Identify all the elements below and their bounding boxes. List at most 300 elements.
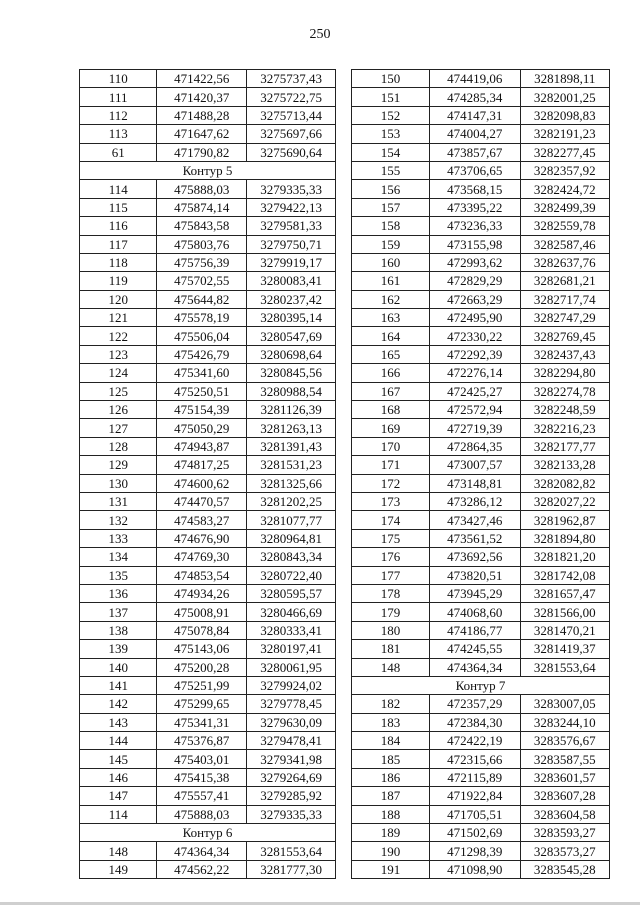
y-coordinate-cell: 3282248,59 (520, 401, 609, 419)
table-row (80, 382, 336, 400)
point-number-cell: 156 (352, 180, 430, 198)
x-coordinate-cell: 472422,19 (430, 732, 521, 750)
y-coordinate-cell: 3281077,77 (247, 511, 336, 529)
y-coordinate-cell: 3282717,74 (520, 290, 609, 308)
x-coordinate-cell: 474147,31 (430, 106, 521, 124)
y-coordinate-cell: 3283604,58 (520, 805, 609, 823)
y-coordinate-cell: 3281962,87 (520, 511, 609, 529)
table-row (80, 309, 336, 327)
point-number-cell: 178 (352, 584, 430, 602)
point-number-cell: 128 (80, 437, 157, 455)
point-number-cell: 166 (352, 364, 430, 382)
y-coordinate-cell: 3281263,13 (247, 419, 336, 437)
point-number-cell: 111 (80, 88, 157, 106)
y-coordinate-cell: 3279335,33 (247, 180, 336, 198)
x-coordinate-cell: 473568,15 (430, 180, 521, 198)
point-number-cell: 127 (80, 419, 157, 437)
table-row (80, 235, 336, 253)
x-coordinate-cell: 475251,99 (157, 676, 247, 694)
y-coordinate-cell: 3280843,34 (247, 548, 336, 566)
table-row (80, 437, 336, 455)
y-coordinate-cell: 3283607,28 (520, 787, 609, 805)
x-coordinate-cell: 475376,87 (157, 732, 247, 750)
table-row (352, 713, 610, 731)
table-row (352, 70, 610, 88)
x-coordinate-cell: 471647,62 (157, 125, 247, 143)
point-number-cell: 145 (80, 750, 157, 768)
x-coordinate-cell: 475403,01 (157, 750, 247, 768)
point-number-cell: 182 (352, 695, 430, 713)
y-coordinate-cell: 3280595,57 (247, 584, 336, 602)
point-number-cell: 146 (80, 768, 157, 786)
table-row (352, 198, 610, 216)
x-coordinate-cell: 475341,60 (157, 364, 247, 382)
point-number-cell: 172 (352, 474, 430, 492)
point-number-cell: 110 (80, 70, 157, 88)
x-coordinate-cell: 474285,34 (430, 88, 521, 106)
y-coordinate-cell: 3280698,64 (247, 345, 336, 363)
x-coordinate-cell: 473395,22 (430, 198, 521, 216)
y-coordinate-cell: 3282191,23 (520, 125, 609, 143)
point-number-cell: 185 (352, 750, 430, 768)
point-number-cell: 119 (80, 272, 157, 290)
x-coordinate-cell: 472495,90 (430, 309, 521, 327)
point-number-cell: 173 (352, 492, 430, 510)
point-number-cell: 184 (352, 732, 430, 750)
table-row (352, 805, 610, 823)
contour-header-row (352, 676, 610, 694)
y-coordinate-cell: 3281742,08 (520, 566, 609, 584)
y-coordinate-cell: 3280083,41 (247, 272, 336, 290)
x-coordinate-cell: 471502,69 (430, 824, 521, 842)
x-coordinate-cell: 473945,29 (430, 584, 521, 602)
y-coordinate-cell: 3279750,71 (247, 235, 336, 253)
x-coordinate-cell: 474676,90 (157, 529, 247, 547)
point-number-cell: 175 (352, 529, 430, 547)
x-coordinate-cell: 475143,06 (157, 640, 247, 658)
table-row (80, 640, 336, 658)
x-coordinate-cell: 474934,26 (157, 584, 247, 602)
table-row (352, 309, 610, 327)
y-coordinate-cell: 3282499,39 (520, 198, 609, 216)
x-coordinate-cell: 473706,65 (430, 161, 521, 179)
y-coordinate-cell: 3281553,64 (247, 842, 336, 860)
x-coordinate-cell: 475888,03 (157, 180, 247, 198)
y-coordinate-cell: 3279422,13 (247, 198, 336, 216)
table-row (80, 345, 336, 363)
table-row (352, 566, 610, 584)
y-coordinate-cell: 3279778,45 (247, 695, 336, 713)
x-coordinate-cell: 473692,56 (430, 548, 521, 566)
table-row (80, 492, 336, 510)
point-number-cell: 189 (352, 824, 430, 842)
table-row (352, 621, 610, 639)
point-number-cell: 115 (80, 198, 157, 216)
y-coordinate-cell: 3280466,69 (247, 603, 336, 621)
table-row (352, 658, 610, 676)
y-coordinate-cell: 3281777,30 (247, 860, 336, 878)
y-coordinate-cell: 3280845,56 (247, 364, 336, 382)
x-coordinate-cell: 474470,57 (157, 492, 247, 510)
point-number-cell: 61 (80, 143, 157, 161)
x-coordinate-cell: 472276,14 (430, 364, 521, 382)
point-number-cell: 114 (80, 805, 157, 823)
point-number-cell: 188 (352, 805, 430, 823)
y-coordinate-cell: 3282559,78 (520, 217, 609, 235)
y-coordinate-cell: 3282747,29 (520, 309, 609, 327)
y-coordinate-cell: 3282681,21 (520, 272, 609, 290)
table-row (352, 106, 610, 124)
y-coordinate-cell: 3280197,41 (247, 640, 336, 658)
point-number-cell: 132 (80, 511, 157, 529)
table-row (352, 382, 610, 400)
y-coordinate-cell: 3282587,46 (520, 235, 609, 253)
x-coordinate-cell: 475008,91 (157, 603, 247, 621)
table-row (80, 88, 336, 106)
y-coordinate-cell: 3283593,27 (520, 824, 609, 842)
coordinates-table-left (79, 69, 336, 879)
y-coordinate-cell: 3280988,54 (247, 382, 336, 400)
y-coordinate-cell: 3282001,25 (520, 88, 609, 106)
table-row (352, 768, 610, 786)
table-row (80, 217, 336, 235)
x-coordinate-cell: 472572,94 (430, 401, 521, 419)
y-coordinate-cell: 3282098,83 (520, 106, 609, 124)
point-number-cell: 129 (80, 456, 157, 474)
point-number-cell: 140 (80, 658, 157, 676)
point-number-cell: 148 (80, 842, 157, 860)
x-coordinate-cell: 473820,51 (430, 566, 521, 584)
y-coordinate-cell: 3280333,41 (247, 621, 336, 639)
table-row (352, 584, 610, 602)
y-coordinate-cell: 3282357,92 (520, 161, 609, 179)
y-coordinate-cell: 3281325,66 (247, 474, 336, 492)
point-number-cell: 177 (352, 566, 430, 584)
point-number-cell: 164 (352, 327, 430, 345)
y-coordinate-cell: 3279919,17 (247, 253, 336, 271)
y-coordinate-cell: 3275697,66 (247, 125, 336, 143)
table-row (352, 161, 610, 179)
x-coordinate-cell: 473148,81 (430, 474, 521, 492)
point-number-cell: 176 (352, 548, 430, 566)
contour-header-row (80, 824, 336, 842)
y-coordinate-cell: 3280722,40 (247, 566, 336, 584)
point-number-cell: 141 (80, 676, 157, 694)
y-coordinate-cell: 3281126,39 (247, 401, 336, 419)
y-coordinate-cell: 3279581,33 (247, 217, 336, 235)
point-number-cell: 149 (80, 860, 157, 878)
table-row (80, 658, 336, 676)
table-row (80, 787, 336, 805)
point-number-cell: 154 (352, 143, 430, 161)
x-coordinate-cell: 471420,37 (157, 88, 247, 106)
point-number-cell: 155 (352, 161, 430, 179)
y-coordinate-cell: 3282082,82 (520, 474, 609, 492)
y-coordinate-cell: 3279264,69 (247, 768, 336, 786)
table-row (352, 217, 610, 235)
point-number-cell: 137 (80, 603, 157, 621)
x-coordinate-cell: 474004,27 (430, 125, 521, 143)
table-row (352, 787, 610, 805)
x-coordinate-cell: 475050,29 (157, 419, 247, 437)
point-number-cell: 147 (80, 787, 157, 805)
y-coordinate-cell: 3282177,77 (520, 437, 609, 455)
y-coordinate-cell: 3280964,81 (247, 529, 336, 547)
table-row (352, 143, 610, 161)
table-row (80, 327, 336, 345)
x-coordinate-cell: 472315,66 (430, 750, 521, 768)
x-coordinate-cell: 473155,98 (430, 235, 521, 253)
y-coordinate-cell: 3275713,44 (247, 106, 336, 124)
point-number-cell: 171 (352, 456, 430, 474)
table-row (80, 842, 336, 860)
x-coordinate-cell: 475341,31 (157, 713, 247, 731)
table-row (80, 768, 336, 786)
table-row (352, 860, 610, 878)
point-number-cell: 139 (80, 640, 157, 658)
x-coordinate-cell: 474562,22 (157, 860, 247, 878)
table-row (80, 125, 336, 143)
x-coordinate-cell: 474419,06 (430, 70, 521, 88)
x-coordinate-cell: 471705,51 (430, 805, 521, 823)
y-coordinate-cell: 3283587,55 (520, 750, 609, 768)
table-row (80, 548, 336, 566)
table-row (352, 345, 610, 363)
table-row (80, 695, 336, 713)
table-row (80, 198, 336, 216)
y-coordinate-cell: 3283007,05 (520, 695, 609, 713)
point-number-cell: 125 (80, 382, 157, 400)
table-row (80, 713, 336, 731)
x-coordinate-cell: 472292,39 (430, 345, 521, 363)
table-row (352, 492, 610, 510)
point-number-cell: 123 (80, 345, 157, 363)
point-number-cell: 187 (352, 787, 430, 805)
point-number-cell: 113 (80, 125, 157, 143)
point-number-cell: 190 (352, 842, 430, 860)
y-coordinate-cell: 3281657,47 (520, 584, 609, 602)
point-number-cell: 160 (352, 253, 430, 271)
point-number-cell: 118 (80, 253, 157, 271)
point-number-cell: 167 (352, 382, 430, 400)
table-row (352, 511, 610, 529)
y-coordinate-cell: 3282216,23 (520, 419, 609, 437)
contour-label: Контур 6 (80, 824, 336, 842)
x-coordinate-cell: 475250,51 (157, 382, 247, 400)
y-coordinate-cell: 3280237,42 (247, 290, 336, 308)
y-coordinate-cell: 3280547,69 (247, 327, 336, 345)
x-coordinate-cell: 472330,22 (430, 327, 521, 345)
y-coordinate-cell: 3279630,09 (247, 713, 336, 731)
y-coordinate-cell: 3281470,21 (520, 621, 609, 639)
table-row (352, 290, 610, 308)
table-row (80, 676, 336, 694)
table-row (80, 419, 336, 437)
point-number-cell: 124 (80, 364, 157, 382)
x-coordinate-cell: 471790,82 (157, 143, 247, 161)
y-coordinate-cell: 3275737,43 (247, 70, 336, 88)
y-coordinate-cell: 3282277,45 (520, 143, 609, 161)
contour-header-row (80, 161, 336, 179)
table-row (352, 474, 610, 492)
point-number-cell: 133 (80, 529, 157, 547)
point-number-cell: 170 (352, 437, 430, 455)
x-coordinate-cell: 471488,28 (157, 106, 247, 124)
point-number-cell: 158 (352, 217, 430, 235)
point-number-cell: 148 (352, 658, 430, 676)
y-coordinate-cell: 3281391,43 (247, 437, 336, 455)
x-coordinate-cell: 473007,57 (430, 456, 521, 474)
x-coordinate-cell: 472829,29 (430, 272, 521, 290)
x-coordinate-cell: 475506,04 (157, 327, 247, 345)
table-row (80, 364, 336, 382)
table-row (80, 621, 336, 639)
table-row (352, 437, 610, 455)
x-coordinate-cell: 475644,82 (157, 290, 247, 308)
x-coordinate-cell: 471922,84 (430, 787, 521, 805)
x-coordinate-cell: 475426,79 (157, 345, 247, 363)
x-coordinate-cell: 475154,39 (157, 401, 247, 419)
x-coordinate-cell: 475803,76 (157, 235, 247, 253)
point-number-cell: 114 (80, 180, 157, 198)
x-coordinate-cell: 474943,87 (157, 437, 247, 455)
table-row (352, 364, 610, 382)
point-number-cell: 120 (80, 290, 157, 308)
y-coordinate-cell: 3279924,02 (247, 676, 336, 694)
table-row (352, 732, 610, 750)
table-row (352, 327, 610, 345)
x-coordinate-cell: 475415,38 (157, 768, 247, 786)
y-coordinate-cell: 3282437,43 (520, 345, 609, 363)
x-coordinate-cell: 472357,29 (430, 695, 521, 713)
x-coordinate-cell: 474068,60 (430, 603, 521, 621)
y-coordinate-cell: 3275690,64 (247, 143, 336, 161)
x-coordinate-cell: 471298,39 (430, 842, 521, 860)
table-row (80, 272, 336, 290)
y-coordinate-cell: 3279341,98 (247, 750, 336, 768)
point-number-cell: 144 (80, 732, 157, 750)
x-coordinate-cell: 475888,03 (157, 805, 247, 823)
table-row (352, 401, 610, 419)
table-row (352, 529, 610, 547)
point-number-cell: 135 (80, 566, 157, 584)
point-number-cell: 169 (352, 419, 430, 437)
x-coordinate-cell: 471422,56 (157, 70, 247, 88)
x-coordinate-cell: 474583,27 (157, 511, 247, 529)
x-coordinate-cell: 475843,58 (157, 217, 247, 235)
point-number-cell: 121 (80, 309, 157, 327)
x-coordinate-cell: 475557,41 (157, 787, 247, 805)
point-number-cell: 134 (80, 548, 157, 566)
y-coordinate-cell: 3279335,33 (247, 805, 336, 823)
table-row (352, 750, 610, 768)
point-number-cell: 180 (352, 621, 430, 639)
table-row (352, 272, 610, 290)
table-row (80, 805, 336, 823)
table-row (80, 566, 336, 584)
x-coordinate-cell: 472993,62 (430, 253, 521, 271)
x-coordinate-cell: 472663,29 (430, 290, 521, 308)
y-coordinate-cell: 3279478,41 (247, 732, 336, 750)
point-number-cell: 153 (352, 125, 430, 143)
table-row (80, 603, 336, 621)
x-coordinate-cell: 473236,33 (430, 217, 521, 235)
x-coordinate-cell: 475200,28 (157, 658, 247, 676)
x-coordinate-cell: 474186,77 (430, 621, 521, 639)
table-row (80, 511, 336, 529)
x-coordinate-cell: 472384,30 (430, 713, 521, 731)
point-number-cell: 168 (352, 401, 430, 419)
y-coordinate-cell: 3283244,10 (520, 713, 609, 731)
y-coordinate-cell: 3280061,95 (247, 658, 336, 676)
table-row (352, 253, 610, 271)
point-number-cell: 157 (352, 198, 430, 216)
x-coordinate-cell: 474600,62 (157, 474, 247, 492)
point-number-cell: 152 (352, 106, 430, 124)
y-coordinate-cell: 3281821,20 (520, 548, 609, 566)
y-coordinate-cell: 3282769,45 (520, 327, 609, 345)
table-row (80, 529, 336, 547)
point-number-cell: 142 (80, 695, 157, 713)
x-coordinate-cell: 474364,34 (430, 658, 521, 676)
point-number-cell: 138 (80, 621, 157, 639)
y-coordinate-cell: 3282027,22 (520, 492, 609, 510)
point-number-cell: 165 (352, 345, 430, 363)
x-coordinate-cell: 475078,84 (157, 621, 247, 639)
y-coordinate-cell: 3282133,28 (520, 456, 609, 474)
point-number-cell: 174 (352, 511, 430, 529)
table-row (352, 180, 610, 198)
x-coordinate-cell: 474245,55 (430, 640, 521, 658)
contour-label: Контур 7 (352, 676, 610, 694)
y-coordinate-cell: 3282294,80 (520, 364, 609, 382)
y-coordinate-cell: 3279285,92 (247, 787, 336, 805)
table-row (352, 824, 610, 842)
x-coordinate-cell: 475874,14 (157, 198, 247, 216)
x-coordinate-cell: 475299,65 (157, 695, 247, 713)
x-coordinate-cell: 474853,54 (157, 566, 247, 584)
table-row (352, 419, 610, 437)
table-row (80, 584, 336, 602)
contour-label: Контур 5 (80, 161, 336, 179)
table-row (80, 456, 336, 474)
x-coordinate-cell: 472425,27 (430, 382, 521, 400)
point-number-cell: 186 (352, 768, 430, 786)
y-coordinate-cell: 3281553,64 (520, 658, 609, 676)
point-number-cell: 136 (80, 584, 157, 602)
table-row (80, 401, 336, 419)
y-coordinate-cell: 3282424,72 (520, 180, 609, 198)
point-number-cell: 143 (80, 713, 157, 731)
table-row (352, 842, 610, 860)
table-row (352, 695, 610, 713)
point-number-cell: 117 (80, 235, 157, 253)
table-row (352, 456, 610, 474)
x-coordinate-cell: 473427,46 (430, 511, 521, 529)
table-row (352, 640, 610, 658)
y-coordinate-cell: 3282274,78 (520, 382, 609, 400)
table-row (80, 290, 336, 308)
x-coordinate-cell: 475702,55 (157, 272, 247, 290)
point-number-cell: 181 (352, 640, 430, 658)
y-coordinate-cell: 3281894,80 (520, 529, 609, 547)
x-coordinate-cell: 472864,35 (430, 437, 521, 455)
table-row (80, 750, 336, 768)
point-number-cell: 122 (80, 327, 157, 345)
point-number-cell: 159 (352, 235, 430, 253)
y-coordinate-cell: 3281566,00 (520, 603, 609, 621)
x-coordinate-cell: 475578,19 (157, 309, 247, 327)
